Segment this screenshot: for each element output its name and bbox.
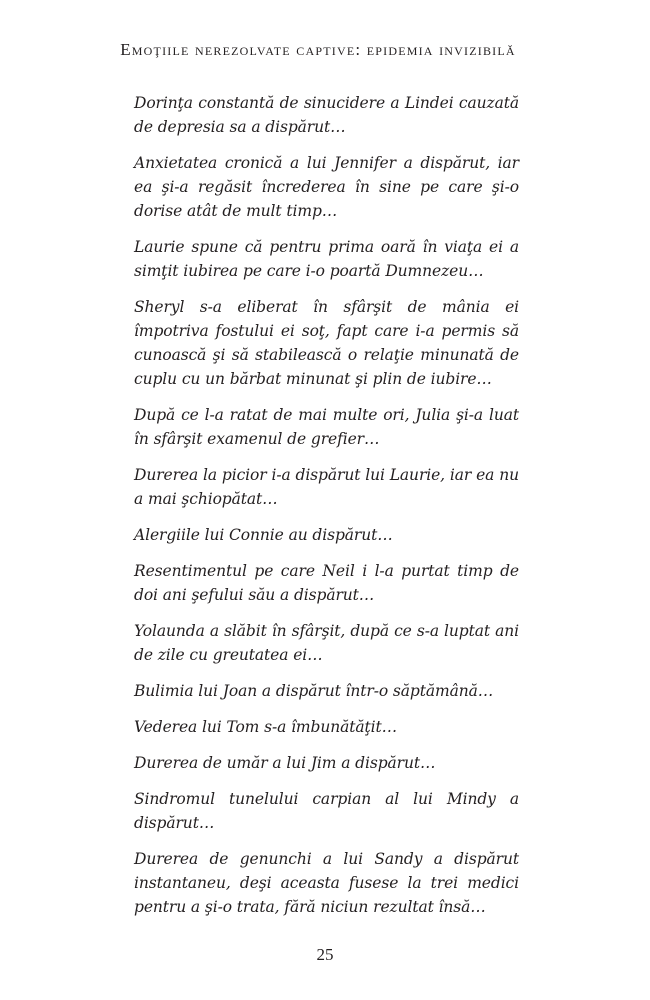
- paragraph: Durerea la picior i-a dispărut lui Laurie, iar ea nu a mai şchiopătat…: [134, 466, 519, 508]
- paragraph: Yolaunda a slăbit în sfârşit, după ce s-a luptat ani de zile cu greutatea ei…: [134, 622, 519, 664]
- paragraph: Sindromul tunelului carpian al lui Mindy a dispărut…: [134, 790, 519, 832]
- paragraph: Laurie spune că pentru prima oară în viaţa ei a simţit iubirea pe care i-o poartă Dumnezeu…: [134, 238, 519, 280]
- paragraph: Durerea de genunchi a lui Sandy a dispărut instantaneu, deşi aceasta fusese la trei medici pentru a şi-o trata, fără niciun rezultat însă…: [134, 850, 519, 916]
- paragraph: Vederea lui Tom s-a îmbunătăţit…: [134, 718, 398, 736]
- paragraph: Durerea de umăr a lui Jim a dispărut…: [134, 754, 436, 772]
- body-text: [134, 91, 519, 931]
- running-header: Emoţiile nerezolvate captive: epidemia invizibilă: [120, 40, 516, 59]
- paragraph: Bulimia lui Joan a dispărut într-o săptămână…: [134, 682, 494, 700]
- paragraph: Alergiile lui Connie au dispărut…: [134, 526, 393, 544]
- paragraph: Anxietatea cronică a lui Jennifer a dispărut, iar ea şi-a regăsit încrederea în sine pe care şi-o dorise atât de mult timp…: [134, 154, 519, 220]
- page-number: 25: [316, 945, 334, 964]
- paragraph: Dorinţa constantă de sinucidere a Lindei cauzată de depresia sa a dispărut…: [134, 94, 519, 136]
- paragraph: Resentimentul pe care Neil i l-a purtat timp de doi ani şefului său a dispărut…: [134, 562, 519, 604]
- paragraph: Sheryl s-a eliberat în sfârşit de mânia ei împotriva fostului ei soţ, fapt care i-a permis să cunoască şi să stabilească o relaţie minunată de cuplu cu un bărbat minunat şi plin de iubire…: [134, 298, 519, 388]
- paragraph: După ce l-a ratat de mai multe ori, Julia şi-a luat în sfârşit examenul de grefier…: [134, 406, 519, 448]
